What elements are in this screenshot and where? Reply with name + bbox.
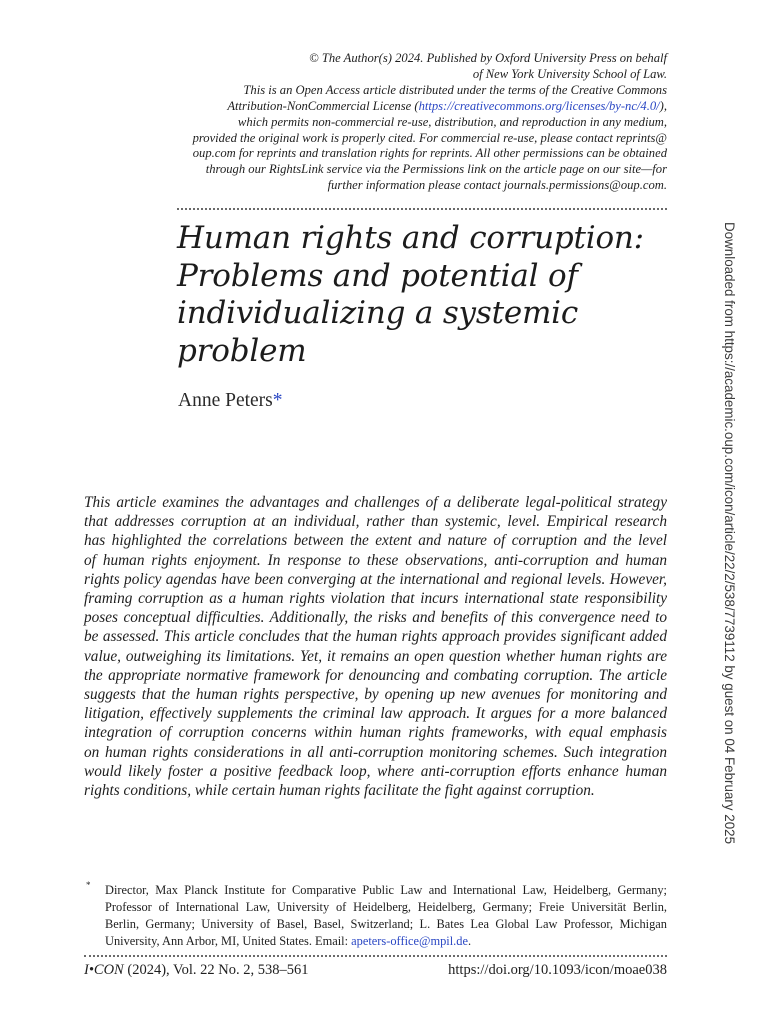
title-line: Problems and potential of <box>177 257 578 294</box>
author-footnote-link[interactable]: * <box>272 390 283 411</box>
article-title <box>177 220 677 370</box>
bottom-dotted-rule <box>84 955 667 957</box>
abstract-line: would likely foster a positive feedback loop, where anti-corruption efforts enhance human <box>84 762 667 780</box>
abstract-line: rights policy agendas have been converging at the international and regional levels. However, <box>84 570 667 588</box>
abstract-line: litigation, effectively supplements the criminal law approach. It argues for a more balanced <box>84 705 667 723</box>
download-watermark: Downloaded from https://academic.oup.com/icon/article/22/2/538/7739112 by guest on 04 February 2025 <box>722 222 737 845</box>
abstract-line: has highlighted the correlations between the extent and nature of corruption and the level <box>84 532 667 550</box>
copyright-line: provided the original work is properly cited. For commercial re-use, please contact reprints@ <box>192 130 667 145</box>
abstract-line: framing corruption as a human rights violation that incurs international state responsibility <box>84 590 667 608</box>
copyright-line: through our RightsLink service via the Permissions link on the article page on our site—for <box>205 162 667 177</box>
copyright-line: which permits non-commercial re-use, distribution, and reproduction in any medium, <box>237 114 667 129</box>
abstract-line: suggests that the human rights perspective, by opening up new avenues for monitoring and <box>84 686 667 704</box>
footnote-line: Professor of International Law, University of Heidelberg, Heidelberg, Germany; Freie Universität Berlin, <box>105 900 667 914</box>
abstract-line: This article examines the advantages and challenges of a deliberate legal-political strategy <box>84 494 667 511</box>
license-suffix: ), <box>659 98 667 113</box>
license-link[interactable]: https://creativecommons.org/licenses/by-nc/4.0/ <box>418 98 660 113</box>
copyright-line: This is an Open Access article distributed under the terms of the Creative Commons <box>243 82 667 97</box>
abstract-line: poses conceptual difficulties. Additionally, the risks and benefits of this convergence need to <box>84 609 667 627</box>
journal-volume: (2024), Vol. 22 No. 2, 538–561 <box>123 962 309 978</box>
title-line: problem <box>177 332 307 369</box>
author-name: Anne Peters <box>178 390 273 411</box>
abstract-line: that addresses corruption at an individual, rather than systemic, level. Empirical research <box>84 513 667 531</box>
abstract-line: integration of corruption concerns within human rights frameworks, with equal emphasis <box>84 724 667 742</box>
abstract-line: the appropriate normative framework for denouncing and combating corruption. The article <box>84 666 667 684</box>
author-byline <box>178 390 283 412</box>
author-footnote <box>105 882 667 950</box>
footnote-line: Director, Max Planck Institute for Comparative Public Law and International Law, Heidelberg, Germany; <box>105 883 667 897</box>
abstract <box>84 493 667 800</box>
footnote-line <box>105 933 667 950</box>
copyright-line <box>150 99 667 115</box>
top-dotted-rule <box>177 208 667 210</box>
title-line: Human rights and corruption: <box>177 220 644 256</box>
abstract-line: value, outweighing its limitations. Yet, it remains an open question whether human rights are <box>84 647 667 665</box>
doi-link[interactable]: https://doi.org/10.1093/icon/moae038 <box>448 962 667 978</box>
journal-name: I•CON <box>84 962 124 978</box>
copyright-line: further information please contact journals.permissions@oup.com. <box>327 178 667 193</box>
copyright-line: © The Author(s) 2024. Published by Oxford University Press on behalf <box>309 51 667 65</box>
title-line: individualizing a systemic <box>177 295 579 331</box>
copyright-line: of New York University School of Law. <box>472 66 667 81</box>
footnote-marker: * <box>86 880 91 890</box>
abstract-line: on human rights considerations in all anti-corruption monitoring schemes. Such integration <box>84 743 667 761</box>
abstract-line: rights conditions, while certain human rights facilitate the fight against corruption. <box>84 782 595 800</box>
abstract-line: be assessed. This article concludes that the human rights approach provides significant added <box>84 628 667 646</box>
footnote-email-suffix: . <box>467 934 472 948</box>
copyright-notice <box>150 51 667 194</box>
copyright-line: oup.com for reprints and translation rights for reprints. All other permissions can be obtained <box>192 146 667 161</box>
abstract-line: of human rights enjoyment. In response to these observations, anti-corruption and human <box>84 551 667 569</box>
license-prefix: Attribution-NonCommercial License ( <box>227 98 419 113</box>
author-email-link[interactable]: apeters-office@mpil.de <box>351 934 468 948</box>
footnote-line: Berlin, Germany; University of Basel, Basel, Switzerland; L. Bates Lea Global Law Professor, Michigan <box>105 917 667 931</box>
footnote-email-prefix: University, Ann Arbor, MI, United States. Email: <box>105 934 352 948</box>
journal-citation <box>84 962 308 979</box>
